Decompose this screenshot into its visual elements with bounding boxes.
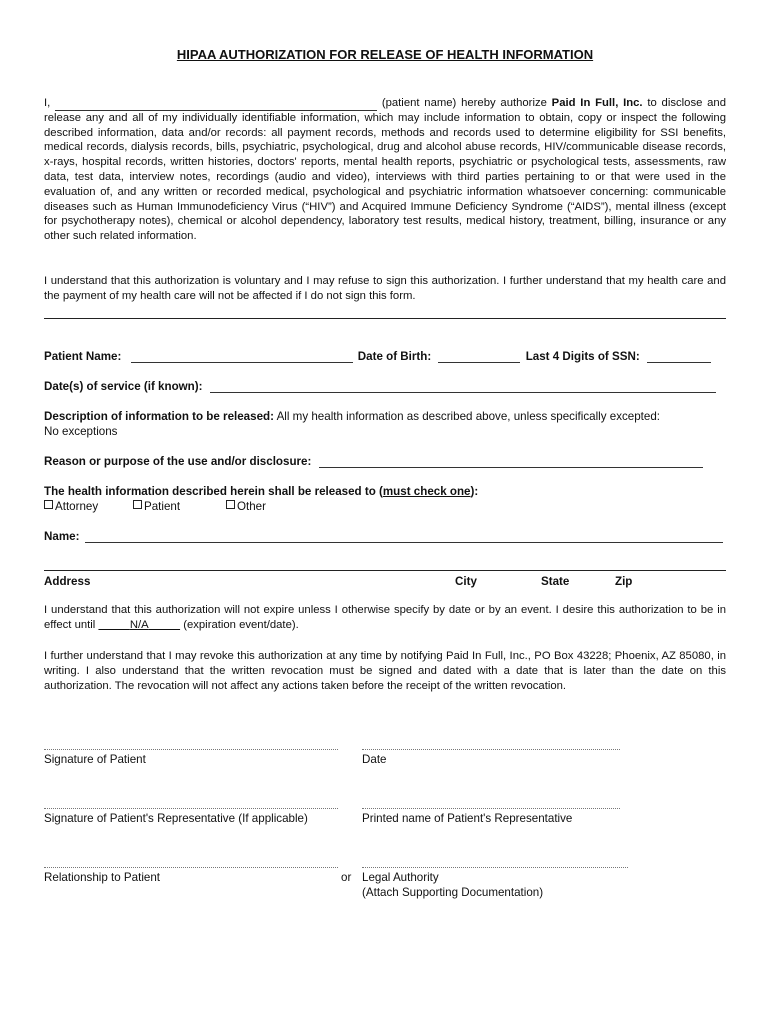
intro-prefix: I,	[44, 97, 51, 109]
revocation-paragraph: I further understand that I may revoke this authorization at any time by notifying Paid In Full, Inc., PO Box 43228; Phoenix, AZ 85080, in writing. I also understand that the written revocation must be signed and dated with a date that is later than the date on this authorization. The revocation will not affect any actions taken before the receipt of the written revocation.	[44, 650, 726, 692]
dates-of-service-row	[44, 380, 726, 393]
section-divider	[44, 318, 726, 319]
legal-authority-line[interactable]	[362, 867, 628, 868]
other-checkbox[interactable]	[226, 500, 235, 509]
zip-label: Zip	[615, 575, 633, 588]
option-other[interactable]	[226, 500, 266, 513]
reason-field[interactable]	[319, 455, 703, 468]
description-row	[44, 410, 726, 440]
representative-signature-label: Signature of Patient's Representative (If applicable)	[44, 812, 308, 825]
date-line[interactable]	[362, 749, 620, 750]
state-label: State	[541, 575, 570, 588]
address-row	[44, 575, 726, 588]
patient-signature-line[interactable]	[44, 749, 338, 750]
printed-name-line[interactable]	[362, 808, 620, 809]
legal-authority-label: Legal Authority	[362, 871, 439, 884]
relationship-line[interactable]	[44, 867, 338, 868]
patient-name-blank[interactable]	[55, 98, 377, 111]
attorney-checkbox[interactable]	[44, 500, 53, 509]
printed-name-label: Printed name of Patient's Representative	[362, 812, 573, 825]
option-attorney[interactable]	[44, 500, 98, 513]
expiration-paragraph	[44, 603, 726, 633]
name-field[interactable]	[85, 530, 723, 543]
patient-name-label: Patient Name:	[44, 350, 122, 363]
patient-name-hint: (patient name) hereby authorize	[381, 97, 547, 109]
description-label: Description of information to be released:	[44, 410, 274, 423]
dob-field[interactable]	[438, 350, 520, 363]
patient-info-row	[44, 350, 726, 363]
city-label: City	[455, 575, 477, 588]
released-to-options	[44, 500, 726, 513]
patient-name-field[interactable]	[131, 350, 353, 363]
released-to-suffix: ):	[470, 485, 479, 498]
released-to-row	[44, 485, 726, 498]
released-to-prefix: The health information described herein shall be released to (	[44, 485, 383, 498]
exceptions-text: No exceptions	[44, 424, 118, 438]
dates-of-service-field[interactable]	[210, 380, 716, 393]
attach-documentation-label: (Attach Supporting Documentation)	[362, 886, 544, 899]
or-label: or	[341, 871, 352, 884]
expire-value-text: N/A	[129, 618, 149, 631]
expire-text: I understand that this authorization will not expire unless I otherwise specify by date or by an event. I desire this authorization to be in effect until	[44, 604, 726, 631]
address-label: Address	[44, 575, 91, 588]
dates-of-service-label: Date(s) of service (if known):	[44, 380, 203, 393]
company-name: Paid In Full, Inc.	[551, 97, 643, 109]
form-title: HIPAA AUTHORIZATION FOR RELEASE OF HEALTH INFORMATION	[176, 47, 594, 62]
relationship-label: Relationship to Patient	[44, 871, 161, 884]
description-text: All my health information as described above, unless specifically excepted:	[276, 410, 661, 423]
expire-suffix: (expiration event/date).	[183, 618, 299, 631]
signature-of-patient-label: Signature of Patient	[44, 753, 146, 766]
reason-row	[44, 455, 726, 468]
released-to-must: must check one	[382, 485, 471, 498]
authorization-paragraph	[44, 96, 726, 244]
expire-value[interactable]	[98, 619, 180, 631]
date-label: Date	[362, 753, 387, 766]
name-row	[44, 530, 726, 543]
patient-label: Patient	[144, 500, 181, 513]
ssn-field[interactable]	[647, 350, 711, 363]
other-label: Other	[237, 500, 266, 513]
authorization-body: to disclose and release any and all of my individually identifiable information, which may include information to obtain, copy or inspect the following described information, data and/or records: all payment records, methods and records used to determine eligibility for SSI benefits, medical records, dialysis records, bills, psychiatric, psychological, drug and alcohol abuse records, HIV/communicable disease records, x-rays, hospital records, written histories, doctors' reports, mental health reports, psychiatric or psychological tests, assessments, raw data, test data, interview notes, recordings (audio and video), interviews with third parties pertaining to or that were used in the evaluation of, and any written or recorded medical, psychological and psychiatric information whatsoever concerning: communicable diseases such as Human Immunodeficiency Virus (“HIV”) and Acquired Immune Deficiency Syndrome (“AIDS”), mental illness (except for psychotherapy notes), chemical or alcohol dependency, laboratory test results, medical history, treatment, billing, insurance or any other such related information.	[44, 97, 726, 243]
voluntary-paragraph: I understand that this authorization is voluntary and I may refuse to sign this authorization. I further understand that my health care and the payment of my health care will not be affected if I do not sign this form.	[44, 275, 726, 302]
dob-label: Date of Birth:	[357, 350, 432, 363]
ssn-label: Last 4 Digits of SSN:	[525, 350, 640, 363]
patient-checkbox[interactable]	[133, 500, 142, 509]
name-label: Name:	[44, 530, 80, 543]
attorney-label: Attorney	[55, 500, 99, 513]
address-line[interactable]	[44, 570, 726, 571]
option-patient[interactable]	[133, 500, 180, 513]
reason-label: Reason or purpose of the use and/or disclosure:	[44, 455, 312, 468]
representative-signature-line[interactable]	[44, 808, 338, 809]
